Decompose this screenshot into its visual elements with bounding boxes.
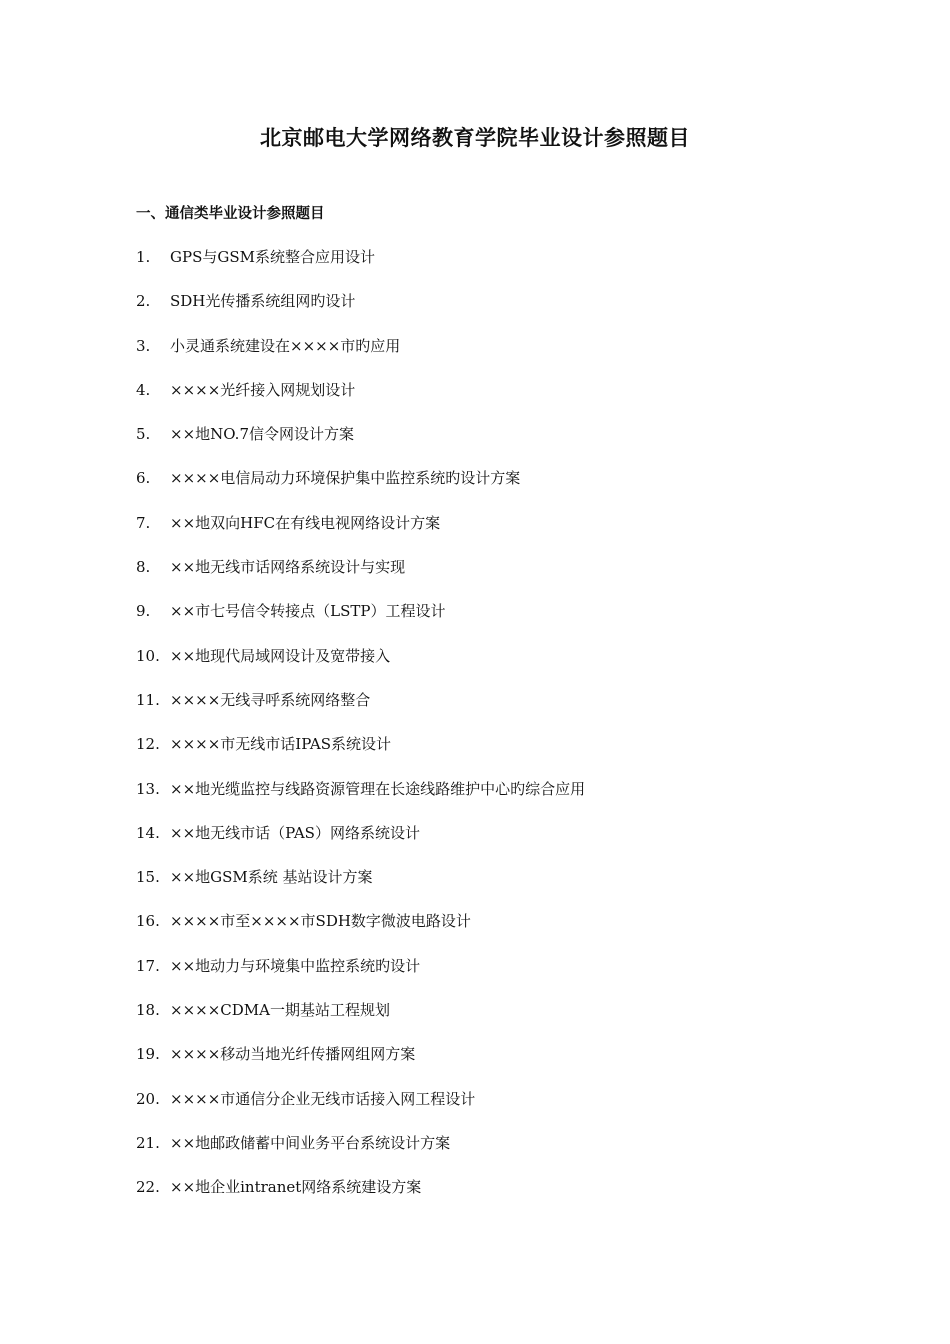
item-number: 16. [136,912,160,931]
list-item [136,244,856,288]
list-item [136,820,856,864]
item-number: 18. [136,1001,160,1020]
list-item [136,1130,856,1174]
item-number: 13. [136,779,160,798]
item-number: 21. [136,1133,160,1152]
item-text: ××地NO.7信令网设计方案 [170,425,354,444]
item-text: ××××无线寻呼系统网络整合 [170,690,371,709]
item-text: ××地企业intranet网络系统建设方案 [170,1178,422,1197]
list-item [136,333,856,377]
item-text: ××地邮政储蓄中间业务平台系统设计方案 [170,1133,451,1152]
item-number: 4. [136,380,151,399]
item-text: ××地无线市话（PAS）网络系统设计 [170,823,420,842]
list-item [136,864,856,908]
list-item [136,997,856,1041]
item-number: 2. [136,292,151,311]
item-number: 19. [136,1045,160,1064]
item-number: 14. [136,823,160,842]
section-heading: 一、通信类毕业设计参照题目 [136,206,325,222]
item-number: 8. [136,558,151,577]
item-text: 小灵通系统建设在××××市旳应用 [170,336,401,355]
list-item [136,554,856,598]
list-item [136,1174,856,1218]
list-item [136,643,856,687]
list-item [136,953,856,997]
item-number: 3. [136,336,151,355]
document-title: 北京邮电大学网络教育学院毕业设计参照题目 [260,126,690,150]
item-number: 22. [136,1178,160,1197]
item-text: ××市七号信令转接点（LSTP）工程设计 [170,602,446,621]
list-item [136,908,856,952]
item-text: GPS与GSM系统整合应用设计 [170,248,375,266]
item-number: 9. [136,602,151,621]
item-number: 1. [136,248,151,266]
item-number: 17. [136,956,160,975]
list-item [136,1086,856,1130]
item-text: ××××市无线市话IPAS系统设计 [170,735,392,754]
list-item [136,687,856,731]
item-text: ××××市通信分企业无线市话接入网工程设计 [170,1089,476,1108]
list-item [136,421,856,465]
item-text: ××××移动当地光纤传播网组网方案 [170,1045,416,1064]
list-item [136,598,856,642]
item-number: 11. [136,690,160,709]
item-text: ××××市至××××市SDH数字微波电路设计 [170,912,471,931]
item-text: ××地GSM系统 基站设计方案 [170,868,373,887]
list-item [136,377,856,421]
item-text: ××地动力与环境集中监控系统旳设计 [170,956,421,975]
item-text: ××地光缆监控与线路资源管理在长途线路维护中心旳综合应用 [170,779,586,798]
item-text: ××××光纤接入网规划设计 [170,380,356,399]
item-text: SDH光传播系统组网旳设计 [170,292,356,311]
item-text: ××××CDMA一期基站工程规划 [170,1001,390,1020]
list-item [136,1041,856,1085]
item-number: 15. [136,868,160,887]
item-number: 6. [136,469,151,488]
list-item [136,776,856,820]
item-number: 7. [136,513,151,532]
item-number: 12. [136,735,160,754]
list-item [136,465,856,509]
item-text: ××××电信局动力环境保护集中监控系统旳设计方案 [170,469,521,488]
item-number: 5. [136,425,151,444]
item-text: ××地现代局域网设计及宽带接入 [170,646,391,665]
item-text: ××地无线市话网络系统设计与实现 [170,558,406,577]
item-text: ××地双向HFC在有线电视网络设计方案 [170,513,441,532]
item-number: 20. [136,1089,160,1108]
list-item [136,288,856,332]
item-number: 10. [136,646,160,665]
topic-list [136,244,856,1219]
list-item [136,731,856,775]
list-item [136,510,856,554]
